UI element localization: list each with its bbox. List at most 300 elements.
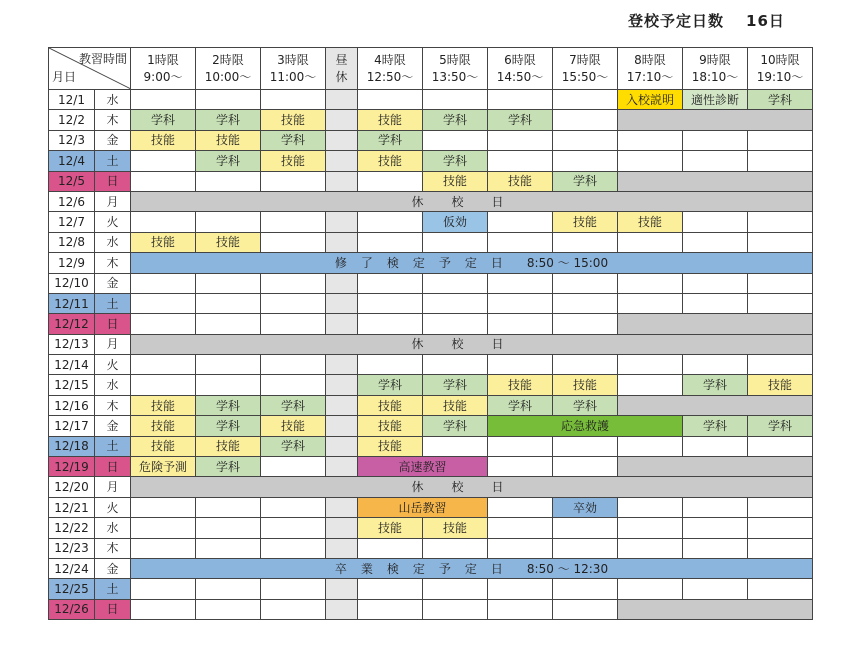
lunch-cell — [326, 599, 358, 619]
weekday-cell: 金 — [95, 130, 131, 150]
empty-cell — [553, 355, 618, 375]
lunch-cell — [326, 314, 358, 334]
empty-cell — [358, 579, 423, 599]
lesson-cell: 技能 — [261, 416, 326, 436]
lesson-cell: 高速教習 — [358, 457, 488, 477]
weekday-cell: 火 — [95, 212, 131, 232]
weekday-cell: 水 — [95, 518, 131, 538]
weekday-cell: 月 — [95, 191, 131, 211]
date-cell: 12/6 — [49, 191, 95, 211]
date-cell: 12/22 — [49, 518, 95, 538]
period-header: 10時限 19:10〜 — [748, 48, 813, 90]
lesson-cell: 危険予測 — [131, 457, 196, 477]
date-cell: 12/20 — [49, 477, 95, 497]
lesson-cell: 学科 — [423, 416, 488, 436]
empty-cell — [553, 130, 618, 150]
exam-title: 卒業検定予定日 — [334, 561, 517, 576]
empty-cell — [358, 538, 423, 558]
empty-cell — [488, 232, 553, 252]
lesson-cell: 学科 — [748, 90, 813, 110]
table-row — [49, 538, 813, 558]
lesson-cell: 仮効 — [423, 212, 488, 232]
empty-cell — [488, 90, 553, 110]
empty-cell — [261, 355, 326, 375]
empty-cell — [488, 538, 553, 558]
empty-cell — [131, 375, 196, 395]
table-row — [49, 110, 813, 130]
weekday-cell: 火 — [95, 355, 131, 375]
table-row — [49, 375, 813, 395]
lesson-cell: 技能 — [358, 436, 423, 456]
empty-cell — [261, 599, 326, 619]
table-row — [49, 416, 813, 436]
empty-cell — [618, 314, 813, 334]
weekday-cell: 日 — [95, 171, 131, 191]
empty-cell — [261, 212, 326, 232]
title-label: 登校予定日数 — [628, 12, 725, 30]
empty-cell — [261, 375, 326, 395]
empty-cell — [131, 355, 196, 375]
empty-cell — [131, 90, 196, 110]
empty-cell — [618, 151, 683, 171]
table-row — [49, 457, 813, 477]
empty-cell — [358, 212, 423, 232]
empty-cell — [553, 599, 618, 619]
empty-cell — [748, 497, 813, 517]
lesson-cell: 技能 — [488, 171, 553, 191]
table-row — [49, 130, 813, 150]
empty-cell — [261, 171, 326, 191]
date-cell: 12/24 — [49, 558, 95, 578]
empty-cell — [423, 436, 488, 456]
empty-cell — [423, 90, 488, 110]
empty-cell — [488, 436, 553, 456]
empty-cell — [683, 497, 748, 517]
empty-cell — [358, 355, 423, 375]
empty-cell — [261, 518, 326, 538]
empty-cell — [261, 497, 326, 517]
lunch-header: 昼 休 — [326, 48, 358, 90]
empty-cell — [553, 314, 618, 334]
date-cell: 12/7 — [49, 212, 95, 232]
empty-cell — [488, 314, 553, 334]
lunch-cell — [326, 171, 358, 191]
table-row — [49, 558, 813, 578]
table-row — [49, 212, 813, 232]
exam-day-bar — [131, 253, 813, 273]
empty-cell — [618, 171, 813, 191]
lesson-cell: 技能 — [423, 395, 488, 415]
empty-cell — [196, 273, 261, 293]
empty-cell — [618, 538, 683, 558]
lunch-cell — [326, 151, 358, 171]
weekday-cell: 土 — [95, 293, 131, 313]
lesson-cell: 学科 — [553, 171, 618, 191]
weekday-cell: 日 — [95, 314, 131, 334]
lunch-cell — [326, 416, 358, 436]
date-cell: 12/4 — [49, 151, 95, 171]
schedule-body — [49, 90, 813, 620]
empty-cell — [423, 232, 488, 252]
table-row — [49, 151, 813, 171]
empty-cell — [553, 579, 618, 599]
period-header: 1時限 9:00〜 — [131, 48, 196, 90]
lesson-cell: 技能 — [618, 212, 683, 232]
lesson-cell: 技能 — [748, 375, 813, 395]
empty-cell — [683, 232, 748, 252]
empty-cell — [358, 90, 423, 110]
lesson-cell: 学科 — [261, 436, 326, 456]
empty-cell — [748, 293, 813, 313]
lesson-cell: 入校説明 — [618, 90, 683, 110]
empty-cell — [618, 232, 683, 252]
empty-cell — [131, 538, 196, 558]
header-row — [49, 48, 813, 90]
date-cell: 12/1 — [49, 90, 95, 110]
closed-day-bar: 休校日 — [131, 191, 813, 211]
empty-cell — [748, 232, 813, 252]
lesson-cell: 山岳教習 — [358, 497, 488, 517]
weekday-cell: 日 — [95, 457, 131, 477]
table-row — [49, 293, 813, 313]
empty-cell — [358, 314, 423, 334]
empty-cell — [683, 273, 748, 293]
empty-cell — [683, 518, 748, 538]
weekday-cell: 月 — [95, 477, 131, 497]
empty-cell — [261, 293, 326, 313]
table-row — [49, 395, 813, 415]
empty-cell — [423, 599, 488, 619]
period-header: 3時限 11:00〜 — [261, 48, 326, 90]
empty-cell — [196, 497, 261, 517]
empty-cell — [618, 395, 813, 415]
empty-cell — [553, 518, 618, 538]
weekday-cell: 水 — [95, 375, 131, 395]
lunch-cell — [326, 375, 358, 395]
lesson-cell: 技能 — [131, 436, 196, 456]
empty-cell — [488, 355, 553, 375]
period-header: 6時限 14:50〜 — [488, 48, 553, 90]
lunch-cell — [326, 538, 358, 558]
lesson-cell: 学科 — [261, 395, 326, 415]
empty-cell — [553, 273, 618, 293]
lesson-cell: 学科 — [488, 395, 553, 415]
empty-cell — [261, 232, 326, 252]
empty-cell — [488, 151, 553, 171]
date-cell: 12/23 — [49, 538, 95, 558]
empty-cell — [196, 579, 261, 599]
empty-cell — [748, 151, 813, 171]
weekday-cell: 金 — [95, 558, 131, 578]
empty-cell — [196, 212, 261, 232]
weekday-cell: 金 — [95, 273, 131, 293]
empty-cell — [261, 90, 326, 110]
empty-cell — [131, 293, 196, 313]
empty-cell — [618, 130, 683, 150]
empty-cell — [488, 497, 553, 517]
empty-cell — [618, 579, 683, 599]
empty-cell — [358, 293, 423, 313]
empty-cell — [488, 457, 553, 477]
lesson-cell: 技能 — [358, 416, 423, 436]
empty-cell — [683, 355, 748, 375]
lesson-cell: 学科 — [423, 110, 488, 130]
lesson-cell: 技能 — [131, 395, 196, 415]
lesson-cell: 学科 — [423, 151, 488, 171]
empty-cell — [358, 599, 423, 619]
table-row — [49, 518, 813, 538]
period-header: 8時限 17:10〜 — [618, 48, 683, 90]
empty-cell — [131, 518, 196, 538]
empty-cell — [553, 457, 618, 477]
empty-cell — [618, 273, 683, 293]
empty-cell — [618, 497, 683, 517]
lesson-cell: 学科 — [683, 375, 748, 395]
weekday-cell: 土 — [95, 579, 131, 599]
table-row — [49, 253, 813, 273]
lesson-cell: 学科 — [748, 416, 813, 436]
empty-cell — [553, 110, 618, 130]
date-cell: 12/2 — [49, 110, 95, 130]
table-row — [49, 314, 813, 334]
lesson-cell: 適性診断 — [683, 90, 748, 110]
lesson-cell: 学科 — [196, 110, 261, 130]
lunch-cell — [326, 110, 358, 130]
corner-bottom-label: 月日 — [52, 70, 77, 84]
lesson-cell: 学科 — [196, 457, 261, 477]
empty-cell — [488, 293, 553, 313]
weekday-cell: 土 — [95, 151, 131, 171]
lesson-cell: 技能 — [358, 395, 423, 415]
lesson-cell: 技能 — [423, 518, 488, 538]
weekday-cell: 火 — [95, 497, 131, 517]
date-cell: 12/13 — [49, 334, 95, 354]
weekday-cell: 木 — [95, 253, 131, 273]
empty-cell — [488, 212, 553, 232]
empty-cell — [748, 355, 813, 375]
attendance-day-count: 16日 — [746, 12, 785, 30]
period-header: 7時限 15:50〜 — [553, 48, 618, 90]
lesson-cell: 学科 — [131, 110, 196, 130]
empty-cell — [423, 273, 488, 293]
empty-cell — [131, 497, 196, 517]
lesson-cell: 技能 — [488, 375, 553, 395]
empty-cell — [261, 314, 326, 334]
empty-cell — [358, 171, 423, 191]
lunch-cell — [326, 130, 358, 150]
lesson-cell: 学科 — [196, 395, 261, 415]
period-header: 4時限 12:50〜 — [358, 48, 423, 90]
empty-cell — [131, 599, 196, 619]
empty-cell — [618, 457, 813, 477]
schedule-table — [48, 47, 813, 620]
empty-cell — [358, 273, 423, 293]
empty-cell — [618, 355, 683, 375]
empty-cell — [553, 436, 618, 456]
empty-cell — [196, 518, 261, 538]
date-cell: 12/14 — [49, 355, 95, 375]
empty-cell — [488, 599, 553, 619]
lunch-cell — [326, 293, 358, 313]
corner-header — [49, 48, 131, 90]
date-cell: 12/16 — [49, 395, 95, 415]
empty-cell — [131, 314, 196, 334]
lesson-cell: 技能 — [553, 212, 618, 232]
table-row — [49, 436, 813, 456]
lesson-cell: 技能 — [131, 232, 196, 252]
empty-cell — [131, 151, 196, 171]
date-cell: 12/15 — [49, 375, 95, 395]
lesson-cell: 技能 — [423, 171, 488, 191]
weekday-cell: 木 — [95, 538, 131, 558]
empty-cell — [196, 375, 261, 395]
empty-cell — [683, 436, 748, 456]
weekday-cell: 水 — [95, 90, 131, 110]
page-title — [628, 10, 785, 31]
lesson-cell: 学科 — [423, 375, 488, 395]
empty-cell — [423, 130, 488, 150]
lesson-cell: 技能 — [131, 416, 196, 436]
lesson-cell: 学科 — [553, 395, 618, 415]
date-cell: 12/17 — [49, 416, 95, 436]
empty-cell — [683, 130, 748, 150]
date-cell: 12/12 — [49, 314, 95, 334]
empty-cell — [196, 599, 261, 619]
empty-cell — [618, 436, 683, 456]
empty-cell — [618, 375, 683, 395]
empty-cell — [358, 232, 423, 252]
empty-cell — [196, 538, 261, 558]
empty-cell — [196, 314, 261, 334]
lesson-cell: 技能 — [196, 232, 261, 252]
empty-cell — [488, 579, 553, 599]
empty-cell — [423, 579, 488, 599]
empty-cell — [553, 232, 618, 252]
empty-cell — [618, 518, 683, 538]
empty-cell — [488, 130, 553, 150]
empty-cell — [261, 457, 326, 477]
weekday-cell: 土 — [95, 436, 131, 456]
lunch-cell — [326, 497, 358, 517]
lunch-cell — [326, 457, 358, 477]
table-row — [49, 273, 813, 293]
lesson-cell: 学科 — [358, 375, 423, 395]
lesson-cell: 応急救護 — [488, 416, 683, 436]
empty-cell — [683, 538, 748, 558]
exam-time: 8:50 〜 15:00 — [526, 255, 609, 270]
table-row — [49, 497, 813, 517]
empty-cell — [748, 130, 813, 150]
lesson-cell: 技能 — [358, 151, 423, 171]
empty-cell — [196, 355, 261, 375]
date-cell: 12/25 — [49, 579, 95, 599]
lesson-cell: 技能 — [131, 130, 196, 150]
empty-cell — [553, 293, 618, 313]
empty-cell — [748, 538, 813, 558]
exam-time: 8:50 〜 12:30 — [526, 561, 609, 576]
empty-cell — [196, 293, 261, 313]
table-row — [49, 599, 813, 619]
weekday-cell: 月 — [95, 334, 131, 354]
lesson-cell: 学科 — [196, 416, 261, 436]
date-cell: 12/18 — [49, 436, 95, 456]
table-row — [49, 579, 813, 599]
empty-cell — [423, 538, 488, 558]
date-cell: 12/3 — [49, 130, 95, 150]
empty-cell — [131, 273, 196, 293]
lesson-cell: 学科 — [261, 130, 326, 150]
empty-cell — [618, 599, 813, 619]
lunch-cell — [326, 355, 358, 375]
lesson-cell: 技能 — [196, 130, 261, 150]
empty-cell — [748, 436, 813, 456]
lunch-cell — [326, 90, 358, 110]
exam-title: 修了検定予定日 — [334, 255, 517, 270]
empty-cell — [131, 579, 196, 599]
exam-day-bar — [131, 558, 813, 578]
empty-cell — [683, 212, 748, 232]
lunch-cell — [326, 579, 358, 599]
closed-day-bar: 休校日 — [131, 334, 813, 354]
table-row — [49, 90, 813, 110]
empty-cell — [748, 518, 813, 538]
corner-top-label: 教習時間 — [78, 52, 127, 66]
empty-cell — [683, 293, 748, 313]
lesson-cell: 学科 — [683, 416, 748, 436]
weekday-cell: 金 — [95, 416, 131, 436]
table-row — [49, 171, 813, 191]
lesson-cell: 技能 — [358, 518, 423, 538]
lesson-cell: 学科 — [358, 130, 423, 150]
lesson-cell: 技能 — [261, 151, 326, 171]
lesson-cell: 学科 — [488, 110, 553, 130]
lunch-cell — [326, 212, 358, 232]
lunch-cell — [326, 436, 358, 456]
lesson-cell: 学科 — [196, 151, 261, 171]
empty-cell — [423, 293, 488, 313]
empty-cell — [683, 579, 748, 599]
empty-cell — [423, 314, 488, 334]
table-row — [49, 334, 813, 354]
lunch-cell — [326, 518, 358, 538]
period-header: 9時限 18:10〜 — [683, 48, 748, 90]
empty-cell — [196, 90, 261, 110]
closed-day-bar: 休校日 — [131, 477, 813, 497]
empty-cell — [423, 355, 488, 375]
empty-cell — [618, 293, 683, 313]
lunch-cell — [326, 232, 358, 252]
empty-cell — [131, 212, 196, 232]
empty-cell — [618, 110, 813, 130]
empty-cell — [488, 273, 553, 293]
empty-cell — [683, 151, 748, 171]
lesson-cell: 技能 — [553, 375, 618, 395]
lesson-cell: 卒効 — [553, 497, 618, 517]
date-cell: 12/10 — [49, 273, 95, 293]
empty-cell — [748, 273, 813, 293]
date-cell: 12/11 — [49, 293, 95, 313]
empty-cell — [488, 518, 553, 538]
empty-cell — [748, 579, 813, 599]
weekday-cell: 木 — [95, 395, 131, 415]
empty-cell — [553, 90, 618, 110]
date-cell: 12/8 — [49, 232, 95, 252]
table-row — [49, 191, 813, 211]
empty-cell — [261, 273, 326, 293]
lunch-cell — [326, 395, 358, 415]
period-header: 5時限 13:50〜 — [423, 48, 488, 90]
table-row — [49, 355, 813, 375]
